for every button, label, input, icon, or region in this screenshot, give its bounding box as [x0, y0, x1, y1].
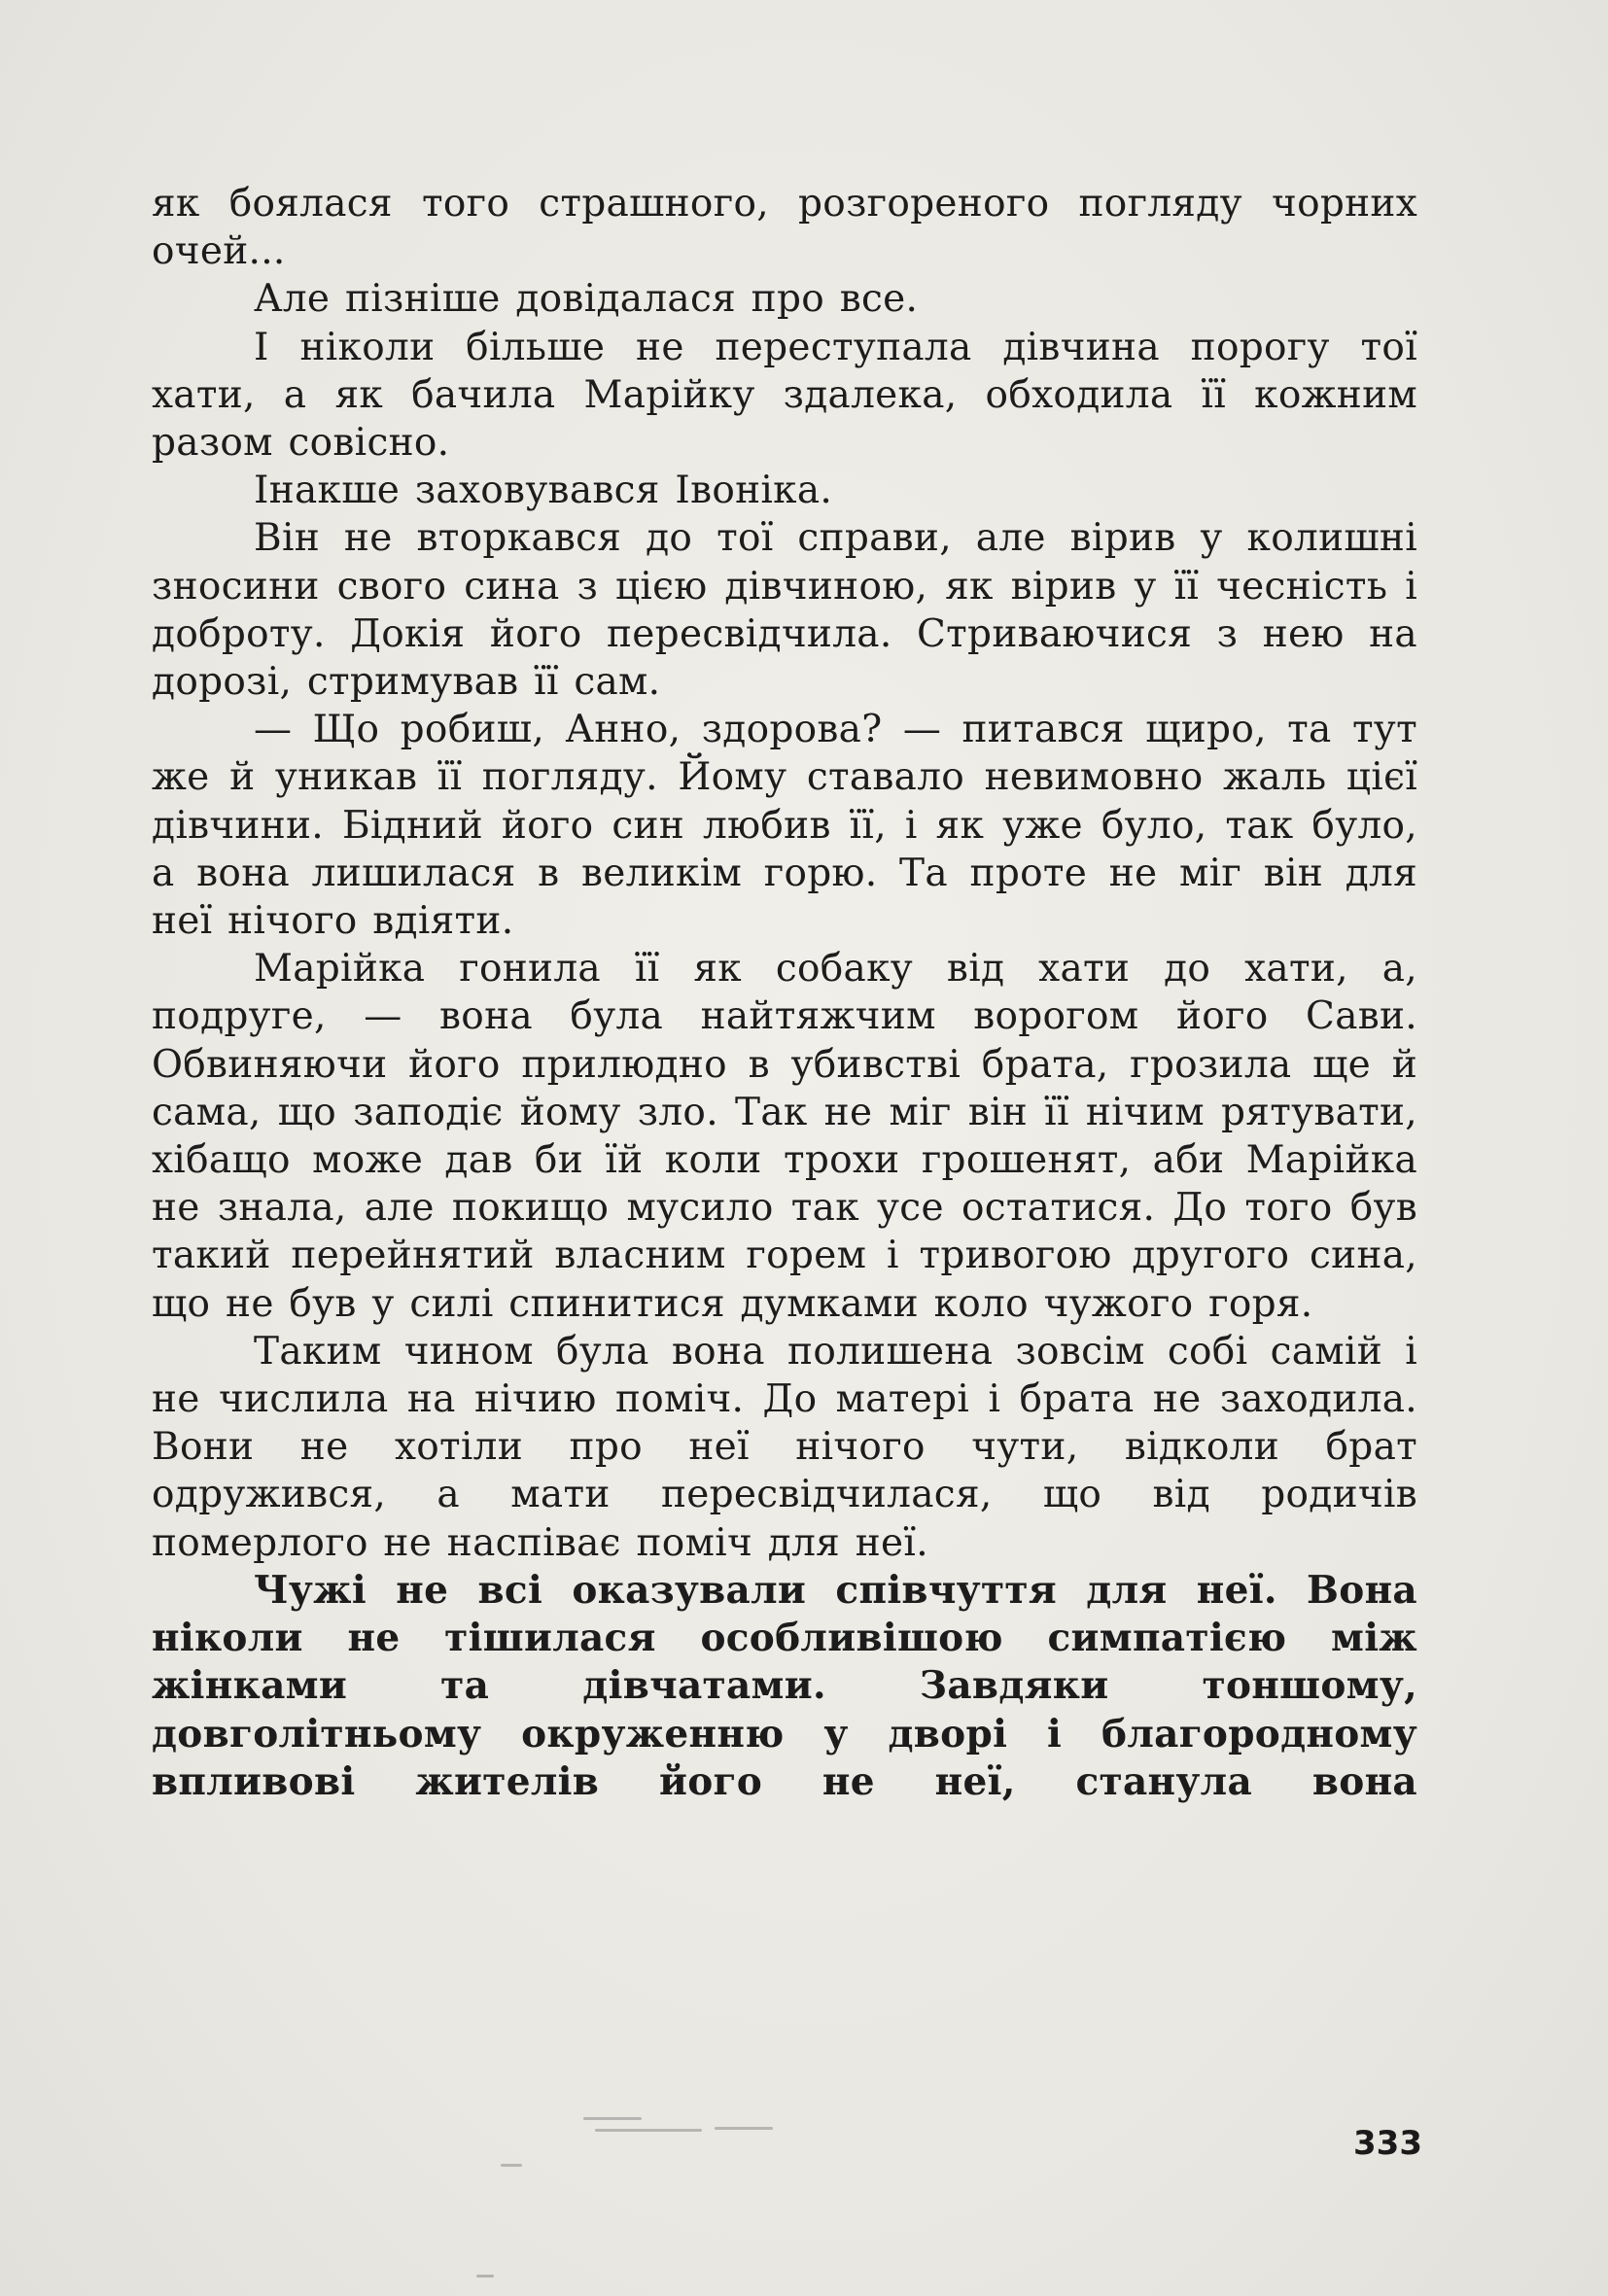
page-number: 333 — [1353, 2124, 1422, 2163]
print-smudge — [595, 2129, 702, 2132]
paragraph: Він не вторкався до тої справи, але вірив у колишні зносини свого сина з цією дівчиною, як вірив у її чесність і доброту. Докія його пересвідчила. Стриваючися з нею на дорозі, стримував її сам. — [152, 516, 1417, 705]
paragraph: Таким чином була вона полишена зовсім собі самій і не числила на нічию поміч. До матері і брата не заходила. Вони не хотіли про неї нічого чути, відколи брат одружився, а мати пересвідчилася, що від родичів померлого не наспіває поміч для неї. — [152, 1329, 1417, 1565]
body-text — [152, 180, 1417, 1806]
paragraph: Чужі не всі оказували співчуття для неї. Вона ніколи не тішилася особливішою симпатією між жінками та дівчатами. Завдяки тоншому, довголітньому окруженню у дворі і благородному впливові жителів його не неї, станула вона — [152, 1567, 1417, 1804]
paragraph: — Що робиш, Анно, здорова? — питався щиро, та тут же й уникав її погляду. Йому ставало невимовно жаль цієї дівчини. Бідний його син любив її, і як уже було, так було, а вона лишилася в великім горю. Та проте не міг він для неї нічого вдіяти. — [152, 708, 1417, 944]
paragraph: Марійка гонила її як собаку від хати до хати, а, подруге, — вона була найтяжчим ворогом його Сави. Обвиняючи його прилюдно в убивстві брата, грозила ще й сама, що заподіє йому зло. Так не міг він її нічим рятувати, хібащо може дав би їй коли трохи грошенят, аби Марійка не знала, але покищо мусило так усе остатися. До того був такий перейнятий власним горем і тривогою другого сина, що не був у силі спинитися думками коло чужого горя. — [152, 947, 1417, 1326]
print-smudge — [501, 2164, 522, 2167]
print-smudge — [583, 2117, 642, 2120]
print-smudge — [715, 2127, 773, 2130]
paragraph: Інакше заховувався Івоніка. — [254, 469, 833, 513]
paragraph: І ніколи більше не переступала дівчина порогу тої хати, а як бачила Марійку здалека, обходила її кожним разом совісно. — [152, 325, 1417, 466]
print-smudge — [476, 2275, 494, 2278]
paragraph: як боялася того страшного, розгореного погляду чорних очей... — [152, 182, 1417, 274]
paragraph: Але пізніше довідалася про все. — [254, 277, 919, 322]
